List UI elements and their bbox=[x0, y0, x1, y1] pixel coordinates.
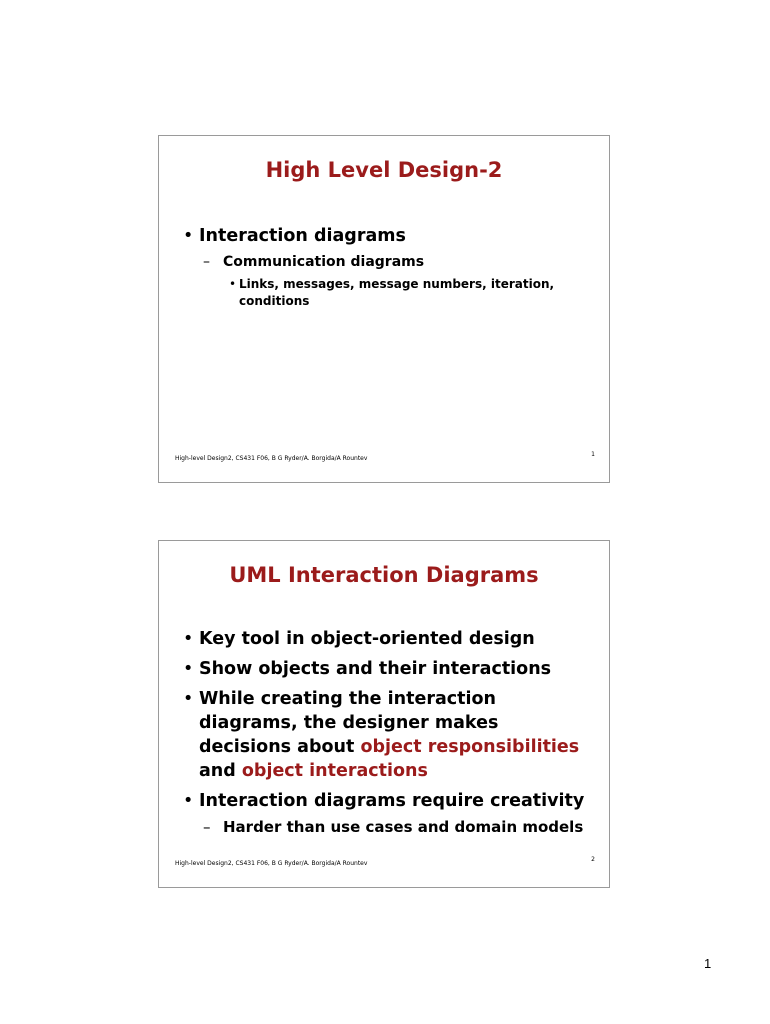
dash-icon: – bbox=[203, 818, 211, 836]
bullet-dot-icon: • bbox=[229, 277, 237, 291]
bullet-dot-icon: • bbox=[183, 791, 194, 811]
dash-icon: – bbox=[203, 254, 210, 270]
bullet-text: Communication diagrams bbox=[223, 254, 425, 270]
slide-title: UML Interaction Diagrams bbox=[229, 563, 539, 587]
sub-sub-bullet-item bbox=[183, 276, 595, 310]
bullet-item bbox=[183, 627, 595, 651]
bullet-text: Links, messages, message numbers, iteration, conditions bbox=[239, 277, 555, 308]
bullet-item bbox=[183, 657, 595, 681]
sub-bullet-item bbox=[183, 252, 595, 272]
bullet-item bbox=[183, 224, 595, 248]
sub-bullet-item bbox=[183, 817, 595, 837]
bullet-item bbox=[183, 789, 595, 813]
bullet-dot-icon: • bbox=[183, 226, 194, 246]
bullet-text-part: While creating the interaction diagrams, the designer makes decisions about bbox=[199, 689, 499, 757]
bullet-text: Interaction diagrams bbox=[199, 226, 406, 246]
page-number: 1 bbox=[704, 956, 712, 971]
highlight-text: object interactions bbox=[241, 761, 428, 781]
slide-content bbox=[183, 627, 595, 837]
highlight-text: object responsibilities bbox=[360, 737, 580, 757]
bullet-dot-icon: • bbox=[183, 689, 194, 709]
slide-2 bbox=[158, 540, 610, 888]
bullet-text: Interaction diagrams require creativity bbox=[199, 791, 585, 811]
slide-footer: High-level Design2, CS431 F06, B G Ryder/A. Borgida/A Rountev bbox=[175, 455, 368, 462]
slide-1 bbox=[158, 135, 610, 483]
bullet-item bbox=[183, 687, 595, 783]
slide-content bbox=[183, 224, 595, 310]
bullet-text bbox=[199, 689, 579, 781]
slide-footer: High-level Design2, CS431 F06, B G Ryder/A. Borgida/A Rountev bbox=[175, 860, 368, 867]
bullet-text: Harder than use cases and domain models bbox=[223, 818, 584, 836]
bullet-text-part: and bbox=[199, 761, 242, 781]
slide-title: High Level Design-2 bbox=[265, 158, 503, 182]
slide-number: 2 bbox=[591, 856, 595, 863]
bullet-dot-icon: • bbox=[183, 659, 194, 679]
bullet-text: Show objects and their interactions bbox=[199, 659, 552, 679]
bullet-dot-icon: • bbox=[183, 629, 194, 649]
bullet-text: Key tool in object-oriented design bbox=[199, 629, 535, 649]
slide-number: 1 bbox=[591, 451, 595, 458]
